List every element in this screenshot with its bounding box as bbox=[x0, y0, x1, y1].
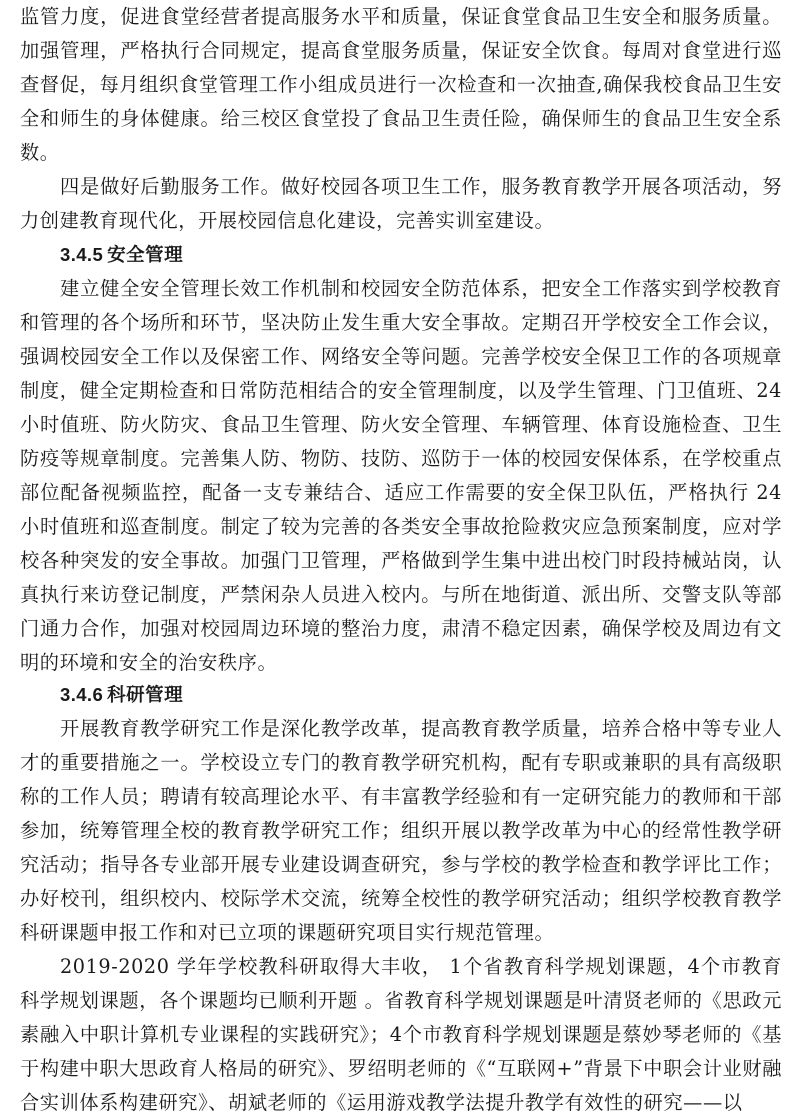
paragraph-research-management: 开展教育教学研究工作是深化教学改革，提高教育教学质量，培养合格中等专业人才的重要措施之一。学校设立专门的教育教学研究机构，配有专职或兼职的具有高级职称的工作人员；聘请有较高理论水平、有丰富教学经验和有一定研究能力的教师和干部参加，统筹管理全校的教育教学研究工作；组织开展以教学改革为中心的经常性教学研究活动；指导各专业部开展专业建设调查研究，参与学校的教学检查和教学评比工作；办好校刊，组织校内、校际学术交流，统筹全校性的教学研究活动；组织学校教育教学科研课题申报工作和对已立项的课题研究项目实行规范管理。 bbox=[20, 717, 782, 944]
section-number: 3.4.6 bbox=[60, 684, 104, 705]
section-title: 科研管理 bbox=[107, 685, 184, 706]
section-heading-safety bbox=[20, 238, 183, 273]
section-heading-research bbox=[20, 678, 183, 713]
section-number: 3.4.5 bbox=[60, 244, 104, 265]
section-title: 安全管理 bbox=[107, 245, 184, 266]
paragraph-logistics-service: 四是做好后勤服务工作。做好校园各项卫生工作，服务教育教学开展各项活动，努力创建教育现代化，开展校园信息化建设，完善实训室建设。 bbox=[20, 175, 782, 232]
paragraph-research-achievements: 2019-2020 学年学校教科研取得大丰收， 1个省教育科学规划课题，4个市教育科学规划课题，各个课题均已顺利开题 。省教育科学规划课题是叶清贤老师的《思政元素融入中职计算机专业课程的实践研究》；4个市教育科学规划课题是蔡妙琴老师的《基于构建中职大思政育人格局的研究》、罗绍明老师的《“互联网+”背景下中职会计业财融合实训体系构建研究》、胡斌老师的《运用游戏教学法提升教学有效性的研究——以 bbox=[20, 955, 782, 1114]
paragraph-safety-management: 建立健全安全管理长效工作机制和校园安全防范体系，把安全工作落实到学校教育和管理的各个场所和环节，坚决防止发生重大安全事故。定期召开学校安全工作会议，强调校园安全工作以及保密工作、网络安全等问题。完善学校安全保卫工作的各项规章制度，健全定期检查和日常防范相结合的安全管理制度，以及学生管理、门卫值班、24小时值班、防火防灾、食品卫生管理、防火安全管理、车辆管理、体育设施检查、卫生防疫等规章制度。完善集人防、物防、技防、巡防于一体的校园安保体系，在学校重点部位配备视频监控，配备一支专兼结合、适应工作需要的安全保卫队伍，严格执行 24小时值班和巡查制度。制定了较为完善的各类安全事故抢险救灾应急预案制度，应对学校各种突发的安全事故。加强门卫管理，严格做到学生集中进出校门时段持械站岗，认真执行来访登记制度，严禁闲杂人员进入校内。与所在地街道、派出所、交警支队等部门通力合作，加强对校园周边环境的整治力度，肃清不稳定因素，确保学校及周边有文明的环境和安全的治安秩序。 bbox=[20, 277, 782, 674]
document-page bbox=[20, 0, 782, 1114]
paragraph-canteen-management: 监管力度，促进食堂经营者提高服务水平和质量，保证食堂食品卫生安全和服务质量。加强管理，严格执行合同规定，提高食堂服务质量，保证安全饮食。每周对食堂进行巡查督促，每月组织食堂管理工作小组成员进行一次检查和一次抽查,确保我校食品卫生安全和师生的身体健康。给三校区食堂投了食品卫生责任险，确保师生的食品卫生安全系数。 bbox=[20, 5, 782, 164]
